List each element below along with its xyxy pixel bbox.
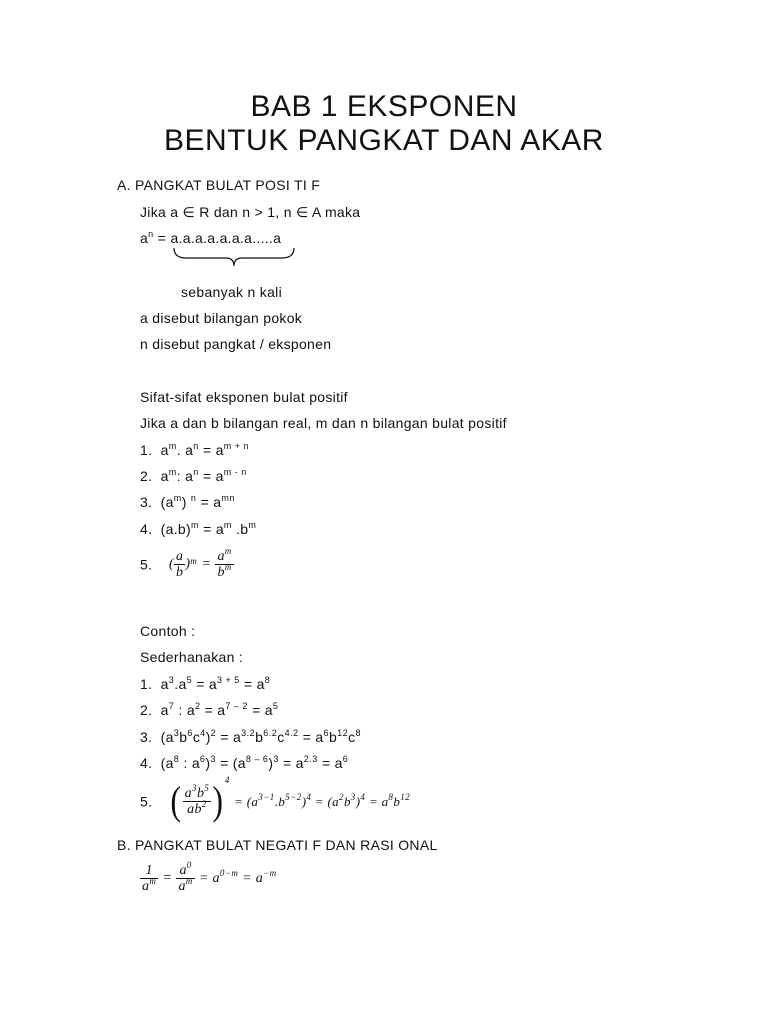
- example-4: 4. ($a^8$ : $a^6)^3 = (a^{8 - 6})^3 = a^{2.3} = a^6$: [140, 754, 349, 771]
- example-2: 2. $a^7$ : $a^2 = a^{7 - 2} = a^5$: [140, 701, 279, 718]
- example-3: 3. $(a^3b^6c^4)^2 = a^{3.2}b^{6.2}c^{4.2} = a^6b^{12}c^8$: [140, 728, 361, 745]
- page-title-line2: BENTUK PANGKAT DAN AKAR: [164, 124, 604, 157]
- example-5: 5. ( $\frac{a^3b^5}{ab^2}$ )$^4 = (a^{3-1}.b^{5-2})^4 = (a^2b^3)^4 = a^8b^{12}$: [140, 775, 411, 824]
- rule-3: 3. $(a^m) ^n = a^{mn}$: [140, 493, 235, 510]
- sifat-intro: Jika a dan b bilangan real, m dan n bilangan bulat positif: [140, 415, 507, 431]
- rule-2: 2. $a^m$: $a^n = a^{m - n}$: [140, 467, 247, 484]
- underbrace-icon: [172, 246, 296, 268]
- section-a-heading: A. PANGKAT BULAT POSI TI F: [117, 177, 321, 193]
- contoh-label: Contoh :: [140, 623, 196, 639]
- sederhanakan-label: Sederhanakan :: [140, 649, 244, 665]
- brace-label: sebanyak n kali: [181, 284, 283, 300]
- rule-4: 4. $(a.b)^m = a^m$ $.b^m$: [140, 520, 257, 537]
- open-paren-icon: (: [170, 778, 182, 824]
- text-jika: Jika a ∈ R dan n > 1, n ∈ A maka: [140, 204, 361, 220]
- example-1: 1. $a^3.a^5 = a^{3 + 5} = a^8$: [140, 675, 271, 692]
- negative-exponent-formula: $\frac{1}{a^m}$ = $\frac{a^0}{a^m}$ = $a^{0-m} = a^{-m}$: [142, 860, 277, 894]
- rule-5: 5. ( $\frac{a}{b}$ )$^m$ = $\frac{a^m}{b^m}$: [140, 546, 232, 580]
- close-paren-icon: ): [212, 778, 224, 824]
- definition-line: $a^n = a.a.a.a.a.a.a.....a$: [140, 229, 282, 246]
- section-b-heading: B. PANGKAT BULAT NEGATI F DAN RASI ONAL: [117, 837, 438, 853]
- rule-1: 1. $a^m$. $a^n = a^{m + n}$: [140, 441, 249, 458]
- page-title-line1: BAB 1 EKSPONEN: [250, 90, 518, 123]
- sifat-title: Sifat-sifat eksponen bulat positif: [140, 389, 348, 405]
- text-pokok: a disebut bilangan pokok: [140, 310, 303, 326]
- text-pangkat: n disebut pangkat / eksponen: [140, 336, 332, 352]
